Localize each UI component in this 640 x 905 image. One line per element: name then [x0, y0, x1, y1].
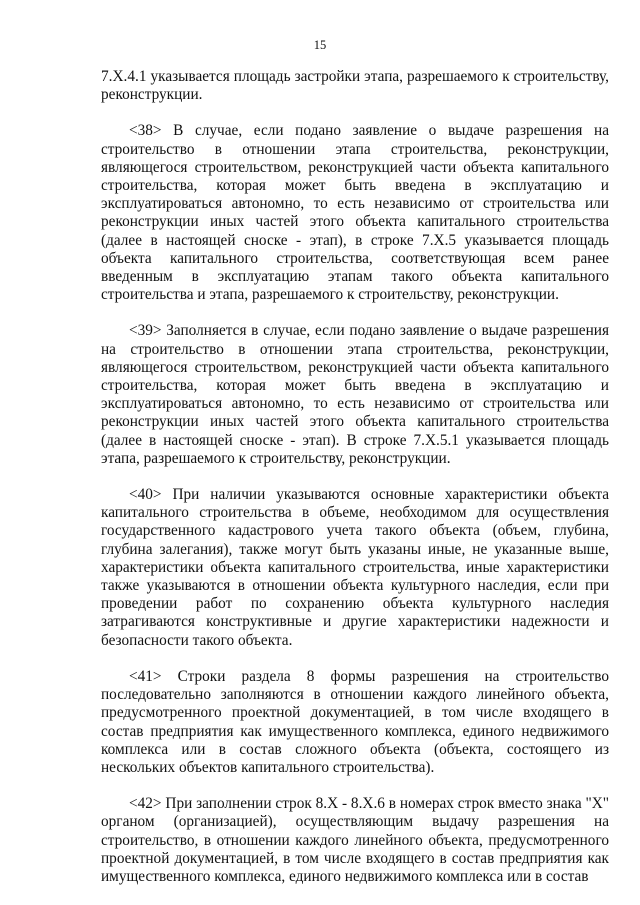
footnote-40: <40> При наличии указываются основные характеристики объекта капитального строительства в объеме, необходимом для осуществления государственного кадастрового учета такого объекта (объем, глубина, глубина залегания), также могут быть указаны иные, не указанные выше, характеристики объекта капитального строительства, иные характеристики также указываются в отношении объекта культурного наследия, если при проведении работ по сохранению объекта культурного наследия затрагиваются конструктивные и другие характеристики надежности и безопасности такого объекта. [101, 486, 609, 649]
footnote-42: <42> При заполнении строк 8.X - 8.X.6 в номерах строк вместо знака "X" органом (организацией), осуществляющим выдачу разрешения на строительство, в отношении каждого линейного объекта, предусмотренного проектной документацией, в том числе входящего в состав предприятия как имущественного комплекса, единого недвижимого комплекса или в состав [101, 795, 609, 885]
footnote-38: <38> В случае, если подано заявление о выдаче разрешения на строительство в отношении этапа строительства, реконструкции, являющегося строительством, реконструкцией части объекта капитального строительства, которая может быть введена в эксплуатацию и эксплуатироваться автономно, то есть независимо от строительства или реконструкции иных частей этого объекта капитального строительства (далее в настоящей сноске - этап), в строке 7.X.5 указывается площадь объекта капитального строительства, соответствующая всем ранее введенным в эксплуатацию этапам такого объекта капитального строительства и этапа, разрешаемого к строительству, реконструкции. [101, 122, 609, 304]
document-body [101, 68, 609, 886]
page-number: 15 [313, 38, 327, 52]
paragraph-item-7x41: 7.X.4.1 указывается площадь застройки этапа, разрешаемого к строительству, реконструкции. [101, 68, 609, 104]
footnote-41: <41> Строки раздела 8 формы разрешения на строительство последовательно заполняются в отношении каждого линейного объекта, предусмотренного проектной документацией, в том числе входящего в состав предприятия как имущественного комплекса, единого недвижимого комплекса или в состав сложного объекта (объекта, состоящего из нескольких объектов капитального строительства). [101, 667, 609, 776]
footnote-39: <39> Заполняется в случае, если подано заявление о выдаче разрешения на строительство в отношении этапа строительства, реконструкции, являющегося строительством, реконструкцией части объекта капитального строительства, которая может быть введена в эксплуатацию и эксплуатироваться автономно, то есть независимо от строительства или реконструкции иных частей этого объекта капитального строительства (далее в настоящей сноске - этап). В строке 7.X.5.1 указывается площадь этапа, разрешаемого к строительству, реконструкции. [101, 322, 609, 467]
